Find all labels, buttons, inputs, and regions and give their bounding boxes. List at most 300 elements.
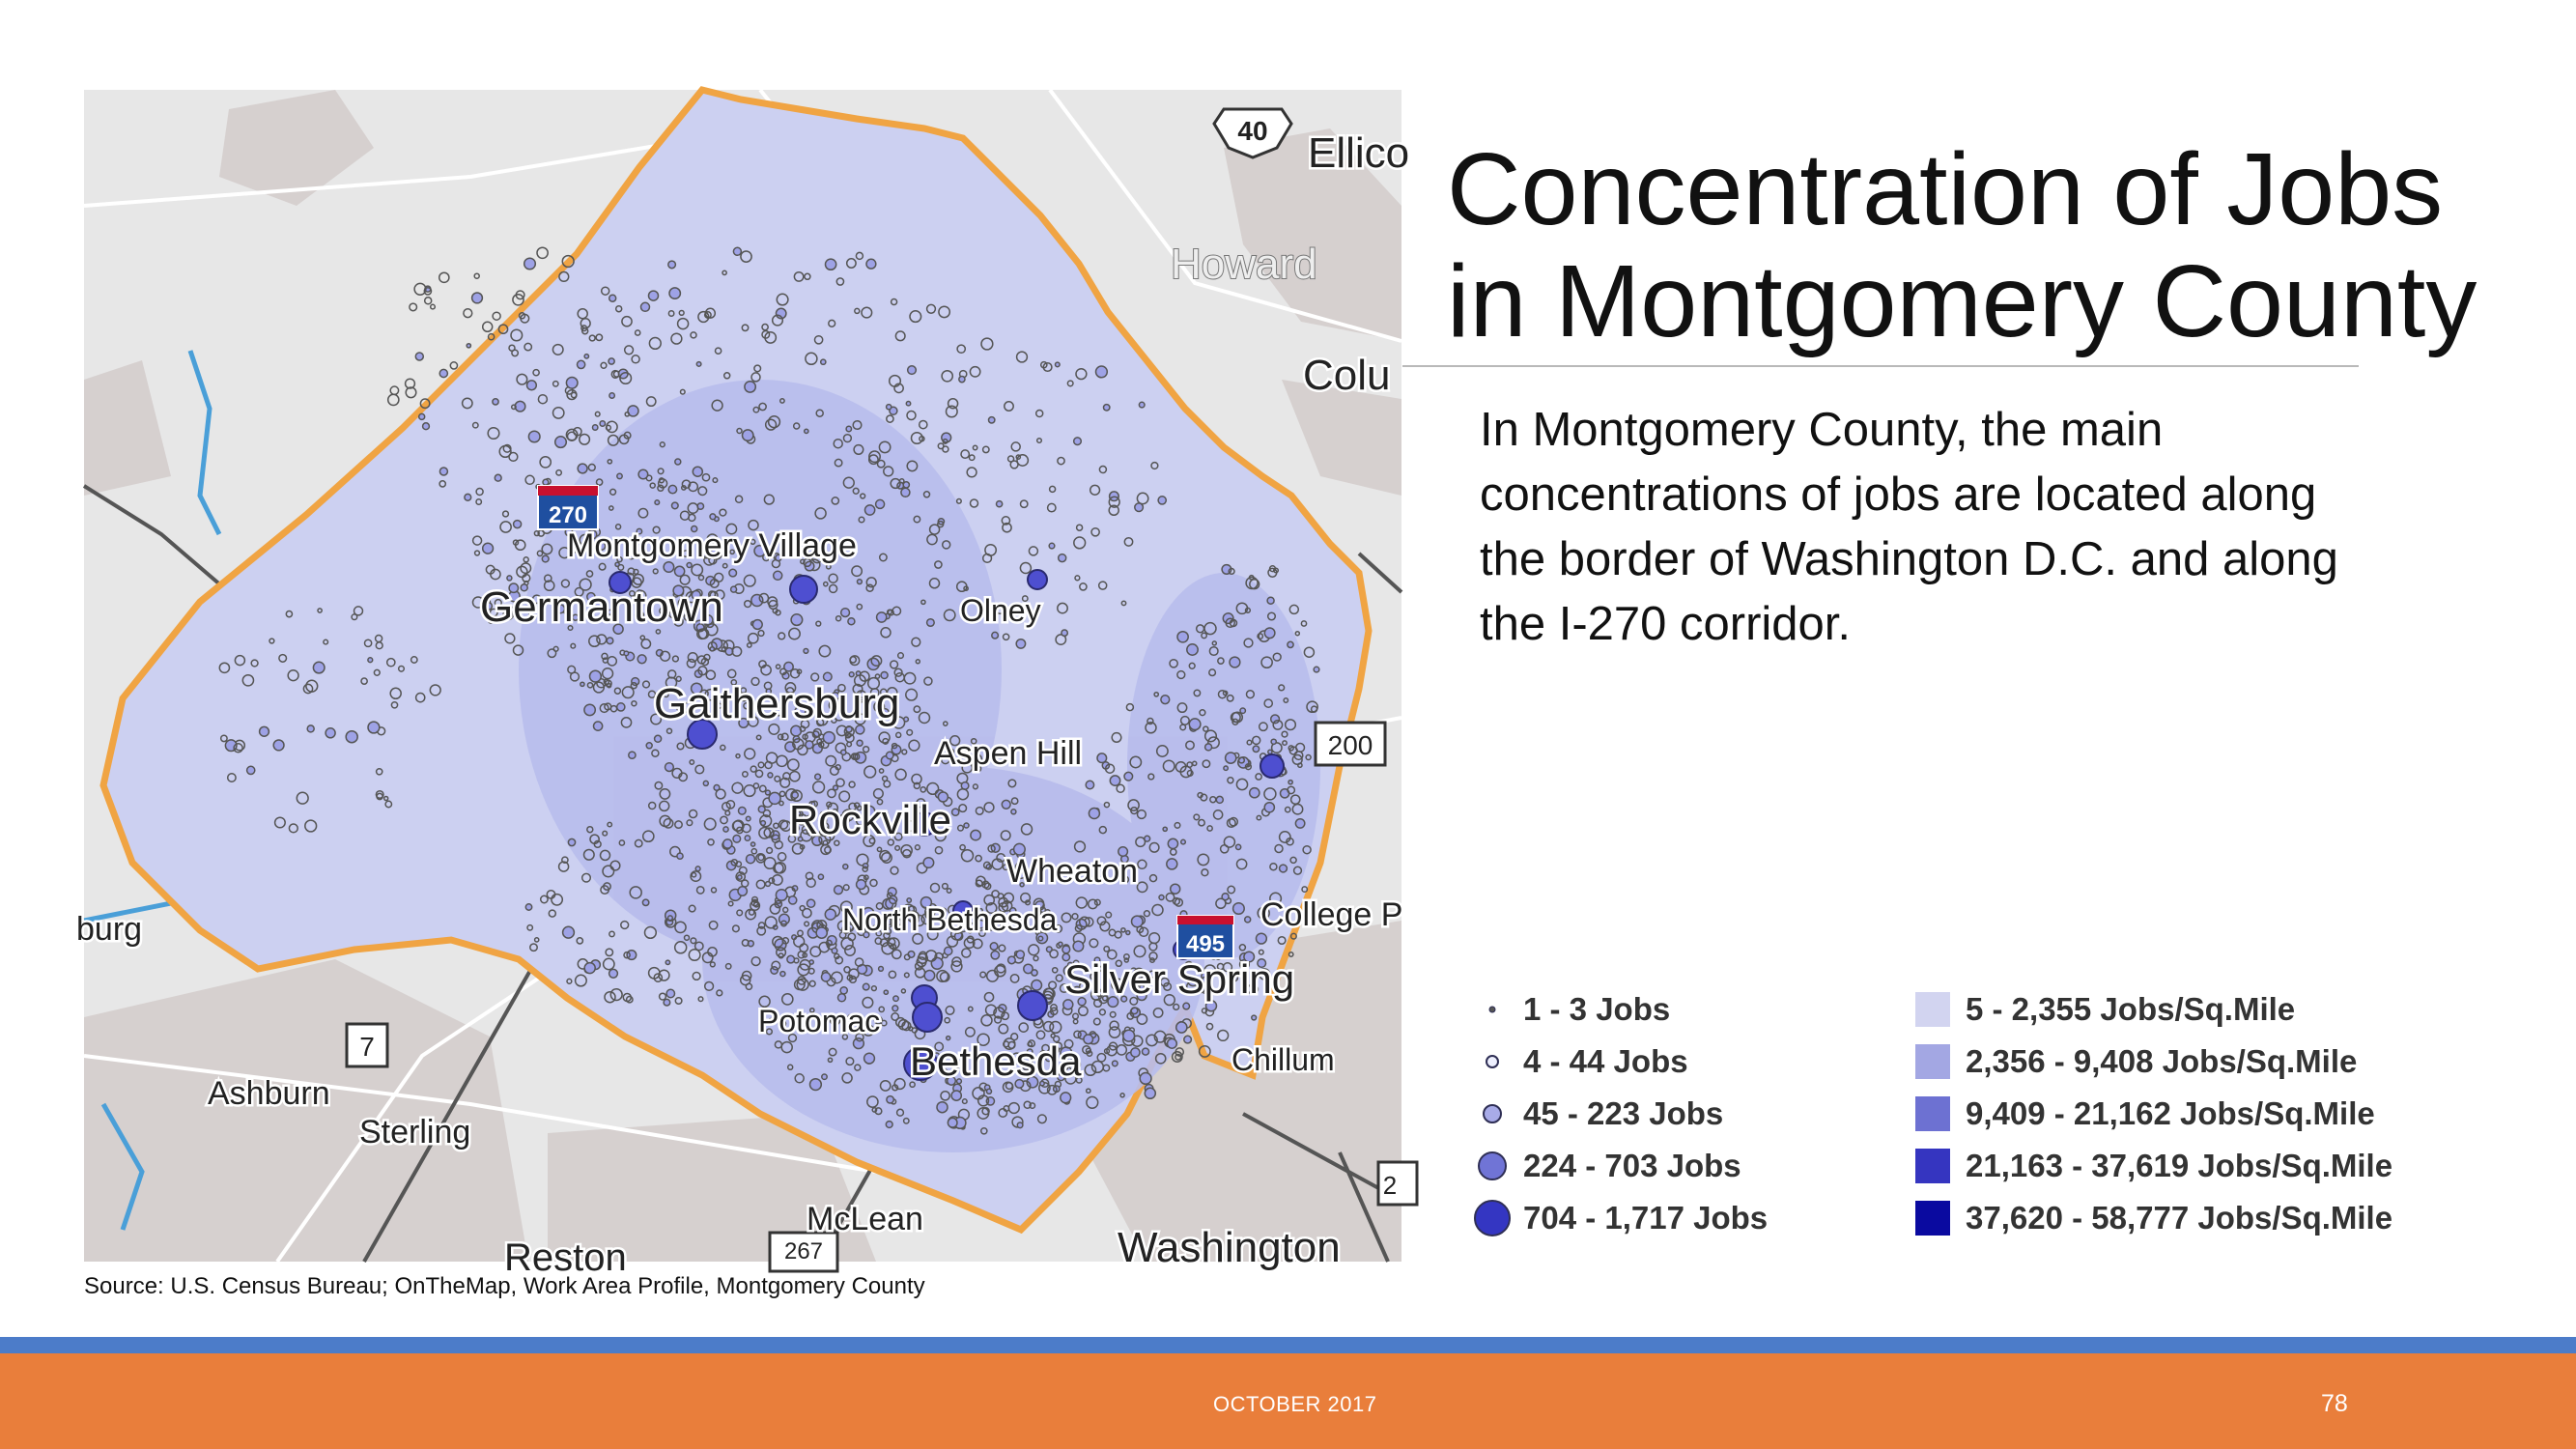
job-point (637, 655, 646, 664)
job-point (809, 960, 813, 964)
job-point (1110, 776, 1119, 785)
job-point (739, 808, 747, 815)
label-potomac: Potomac (758, 1004, 881, 1038)
job-point (677, 853, 683, 859)
job-point (578, 360, 585, 368)
job-point (668, 916, 673, 921)
job-point (578, 464, 587, 473)
label-rockville: Rockville (789, 797, 952, 842)
job-point (952, 809, 959, 815)
job-point (881, 672, 888, 679)
job-point (609, 969, 618, 978)
job-point (1016, 639, 1025, 648)
job-point (439, 468, 447, 475)
job-point (887, 1096, 893, 1103)
job-point (543, 479, 549, 485)
legend-dot-medium (1483, 1104, 1502, 1123)
legend-density-label: 37,620 - 58,777 Jobs/Sq.Mile (1966, 1200, 2393, 1236)
job-point (1268, 750, 1272, 753)
job-point (1314, 667, 1319, 672)
job-point (368, 722, 380, 733)
job-point (776, 890, 787, 901)
job-point (1124, 772, 1133, 781)
job-point (1206, 1001, 1217, 1011)
legend-density-swatch (1915, 1149, 1950, 1183)
job-point (1096, 366, 1108, 378)
job-point (668, 261, 676, 269)
job-point (990, 943, 998, 951)
job-point (655, 500, 660, 505)
label-chillum: Chillum (1231, 1042, 1335, 1077)
legend-density-swatch (1915, 1096, 1950, 1131)
job-point (1061, 1093, 1071, 1103)
job-point (745, 836, 750, 840)
label-leesburg: burg (76, 911, 143, 948)
job-point (1257, 933, 1267, 944)
job-point (991, 952, 999, 959)
job-concentration-map (76, 90, 1410, 1279)
job-point (908, 366, 917, 375)
job-point (474, 273, 479, 278)
label-ellicott: Ellico (1308, 129, 1410, 177)
job-point (738, 875, 742, 879)
job-point (1049, 543, 1055, 549)
job-point (733, 247, 741, 255)
job-point (593, 425, 598, 430)
job-point (493, 312, 500, 320)
job-point (1233, 903, 1245, 915)
page-number: 78 (2321, 1390, 2348, 1417)
job-point (555, 437, 567, 448)
job-point (810, 1079, 822, 1091)
job-point (866, 259, 876, 269)
legend-point-label: 1 - 3 Jobs (1523, 991, 1671, 1027)
job-point (959, 377, 965, 383)
legend-dot-large (1478, 1151, 1507, 1180)
job-point (1161, 696, 1170, 704)
shield-i267 (770, 1233, 837, 1271)
job-point (1177, 632, 1188, 642)
job-point (1084, 1035, 1093, 1044)
job-point (1171, 884, 1180, 894)
job-point (703, 781, 708, 785)
job-point (825, 909, 835, 920)
job-point (1140, 1073, 1151, 1085)
shield-edge (1378, 1162, 1417, 1205)
job-point (410, 303, 417, 311)
job-point (1074, 438, 1082, 445)
legend-job-points (1492, 990, 1898, 1241)
job-point (816, 927, 827, 938)
job-point (566, 378, 578, 389)
job-point (1250, 788, 1260, 798)
job-point (733, 836, 741, 843)
job-point (669, 288, 680, 298)
job-point (766, 790, 771, 795)
job-point (846, 426, 851, 431)
job-point (609, 393, 614, 398)
label-college-park: College P (1260, 896, 1403, 933)
job-point (419, 413, 425, 419)
job-point (467, 344, 470, 348)
job-point (743, 430, 753, 440)
job-point (472, 293, 483, 303)
job-point (892, 1006, 898, 1011)
job-point (1181, 839, 1186, 844)
job-point (1113, 1061, 1118, 1066)
legend-density-swatch (1915, 1201, 1950, 1236)
job-point (693, 467, 702, 476)
job-point (964, 823, 969, 828)
job-point (590, 670, 602, 682)
job-point (746, 816, 750, 821)
job-point (629, 752, 636, 758)
job-point (987, 1089, 992, 1094)
job-point (992, 632, 999, 639)
job-point (856, 671, 860, 675)
job-point (507, 576, 512, 581)
label-silver-spring: Silver Spring (1064, 956, 1295, 1002)
job-point (1062, 630, 1067, 636)
job-point (584, 355, 588, 358)
shield-i495-label: 495 (1185, 931, 1226, 957)
job-point (1253, 746, 1259, 752)
job-point (864, 1053, 875, 1064)
job-point (906, 402, 910, 406)
label-reston: Reston (504, 1236, 627, 1279)
job-point (901, 488, 910, 497)
job-point (863, 983, 869, 990)
map-canvas (76, 90, 1410, 1279)
job-point (789, 896, 797, 904)
legend-density-swatch (1915, 992, 1950, 1027)
label-sterling: Sterling (359, 1114, 471, 1151)
job-point (1073, 941, 1084, 952)
shield-i267-label: 267 (783, 1238, 824, 1264)
title-divider (1402, 365, 2359, 367)
job-point (649, 291, 659, 300)
job-point (1032, 980, 1042, 991)
job-point (887, 405, 892, 410)
slide-title-line-2: in Montgomery County (1447, 244, 2477, 358)
job-point (423, 423, 430, 430)
job-point (886, 1122, 892, 1128)
legend-point-label: 224 - 703 Jobs (1523, 1148, 1741, 1183)
job-point (1132, 916, 1144, 927)
job-point (818, 874, 823, 879)
job-point (893, 996, 898, 1001)
job-point (524, 258, 536, 270)
job-point (584, 963, 595, 974)
job-point (805, 429, 808, 433)
job-point (672, 502, 679, 509)
job-point (632, 678, 639, 686)
job-point (1264, 628, 1275, 639)
job-point (368, 658, 373, 663)
job-point (1131, 1048, 1140, 1057)
job-point (1016, 951, 1024, 958)
job-point (923, 858, 934, 868)
job-point (723, 827, 728, 832)
job-point (710, 647, 714, 651)
job-point (751, 595, 763, 607)
job-point (624, 651, 629, 656)
label-ashburn: Ashburn (208, 1075, 330, 1112)
job-point (903, 482, 909, 488)
job-point (617, 703, 625, 711)
job-point (752, 620, 762, 630)
job-point (1032, 970, 1037, 976)
job-point (668, 485, 676, 493)
job-point (751, 842, 755, 846)
job-point (1126, 931, 1130, 935)
legend-dot-tiny (1489, 1007, 1496, 1013)
job-point (1059, 554, 1066, 562)
label-germantown: Germantown (480, 583, 723, 631)
job-point (747, 855, 755, 864)
job-point (807, 899, 815, 907)
job-point (1135, 503, 1144, 512)
job-point (879, 967, 884, 972)
job-point (600, 421, 605, 426)
label-olney: Olney (960, 593, 1041, 628)
job-point (1240, 708, 1245, 713)
job-point (1002, 800, 1010, 809)
job-point (858, 580, 863, 584)
job-point (1205, 744, 1212, 751)
label-washington: Washington (1118, 1224, 1341, 1271)
shield-i270 (538, 486, 598, 529)
shield-edge-label: 2 (1382, 1171, 1398, 1200)
job-point (514, 521, 522, 528)
job-point (525, 904, 531, 910)
label-columbia: Colu (1303, 352, 1391, 399)
job-point (1011, 810, 1016, 814)
job-point (675, 459, 681, 465)
slide-title-line-1: Concentration of Jobs (1447, 132, 2444, 246)
job-point (1168, 1038, 1177, 1048)
job-point (951, 1091, 961, 1100)
job-point (1008, 956, 1016, 964)
job-point (1139, 402, 1145, 408)
job-point (273, 740, 284, 751)
legend-job-density (1915, 990, 2553, 1241)
job-point (821, 359, 826, 364)
job-point (664, 999, 670, 1006)
job-point (876, 499, 885, 508)
job-point (527, 381, 537, 390)
label-bethesda: Bethesda (910, 1038, 1082, 1084)
job-point (1230, 657, 1240, 668)
job-point (1271, 739, 1276, 744)
job-point (1056, 362, 1061, 367)
job-point (439, 272, 449, 282)
job-point (1295, 819, 1304, 828)
job-point (997, 501, 1003, 507)
job-point (495, 474, 501, 481)
job-point (641, 302, 650, 311)
label-mclean: McLean (807, 1201, 923, 1237)
job-point (1176, 1022, 1187, 1033)
legend-dot-xlarge (1474, 1200, 1511, 1236)
job-point (513, 295, 524, 305)
label-wheaton: Wheaton (1006, 853, 1139, 890)
legend-point-label: 45 - 223 Jobs (1523, 1095, 1724, 1131)
job-point (1062, 946, 1070, 953)
job-point (822, 1074, 827, 1079)
job-point (989, 417, 995, 423)
job-point (791, 614, 803, 626)
job-point (617, 473, 622, 478)
job-point (493, 399, 498, 405)
job-point (838, 994, 846, 1002)
job-point (580, 682, 584, 686)
job-point (774, 571, 782, 580)
job-point (731, 586, 737, 592)
footer-accent-strip (0, 1337, 2576, 1353)
shield-va7-label: 7 (359, 1032, 375, 1062)
legend-point-label: 704 - 1,717 Jobs (1523, 1200, 1769, 1236)
job-point (1236, 844, 1241, 849)
job-point (665, 960, 669, 964)
job-point (1145, 836, 1150, 841)
legend-point-label: 4 - 44 Jobs (1523, 1043, 1688, 1079)
job-point (646, 743, 652, 749)
job-point (1187, 644, 1198, 655)
job-point (1097, 753, 1107, 763)
job-point (1224, 766, 1228, 770)
job-point (665, 763, 674, 772)
job-point (1145, 1088, 1155, 1098)
job-point (260, 726, 269, 736)
shield-i495 (1177, 916, 1233, 958)
job-point (1123, 1030, 1135, 1041)
shield-us40-label: 40 (1237, 116, 1268, 146)
job-point (729, 569, 737, 577)
job-point (528, 431, 540, 442)
job-point (326, 728, 335, 738)
label-gaithersburg: Gaithersburg (654, 680, 900, 727)
footer-date: OCTOBER 2017 (1213, 1392, 1377, 1416)
job-point (832, 948, 837, 953)
job-point (840, 987, 847, 994)
job-point (1159, 895, 1164, 900)
job-point (948, 1118, 957, 1127)
job-point (1183, 1003, 1190, 1009)
job-point (584, 704, 595, 715)
job-point (1288, 781, 1292, 784)
job-point (1280, 865, 1288, 872)
job-point (465, 494, 471, 500)
job-point (804, 649, 808, 654)
job-point (904, 717, 909, 722)
job-point (313, 662, 325, 673)
legend-density-label: 21,163 - 37,619 Jobs/Sq.Mile (1966, 1148, 2393, 1183)
job-point (1104, 405, 1110, 411)
job-point (609, 295, 616, 301)
job-point (945, 947, 952, 954)
job-point (758, 806, 765, 812)
job-point (1267, 597, 1274, 604)
slide-body-text: In Montgomery County, the main concentrations of jobs are located along the border of Washington D.C. and along the I-270 corridor. (1480, 404, 2338, 650)
job-point (696, 362, 701, 367)
shield-va7 (347, 1024, 387, 1066)
job-point (1252, 1015, 1257, 1020)
legend-dot-small (1486, 1055, 1499, 1068)
job-point (666, 989, 674, 997)
job-point (738, 887, 747, 895)
job-point (843, 865, 848, 869)
job-point (464, 309, 472, 318)
label-north-bethesda: North Bethesda (842, 902, 1058, 937)
job-point (931, 957, 943, 969)
label-montgomery-village: Montgomery Village (567, 527, 857, 564)
slide-title (1447, 133, 2558, 357)
job-point (247, 766, 255, 774)
job-point (1264, 803, 1274, 812)
job-point (415, 353, 423, 360)
legend-density-label: 5 - 2,355 Jobs/Sq.Mile (1966, 991, 2296, 1027)
job-point (483, 543, 494, 554)
shield-us200-label: 200 (1327, 730, 1373, 760)
job-point (1089, 809, 1099, 819)
job-point (390, 386, 398, 394)
legend-density-swatch (1915, 1044, 1950, 1079)
job-point (1158, 497, 1166, 504)
job-point (849, 672, 854, 677)
job-point (607, 638, 613, 644)
job-point (822, 973, 831, 981)
job-point (1288, 641, 1293, 647)
job-point (927, 619, 935, 627)
job-point (768, 773, 773, 778)
shield-i270-label: 270 (548, 502, 588, 528)
source-note: Source: U.S. Census Bureau; OnTheMap, Work Area Profile, Montgomery County (84, 1273, 925, 1299)
job-point (675, 566, 685, 576)
job-point (1017, 1122, 1023, 1128)
job-point (857, 740, 863, 746)
job-point (865, 505, 875, 515)
job-point (450, 362, 457, 369)
job-point (823, 732, 835, 744)
job-point (1059, 942, 1062, 946)
job-point (609, 358, 614, 364)
job-point (1163, 827, 1167, 831)
job-point (642, 899, 648, 905)
job-point (1222, 894, 1229, 900)
label-aspen-hill: Aspen Hill (934, 735, 1083, 772)
job-point (710, 514, 716, 520)
job-point (439, 369, 447, 377)
job-point (815, 774, 821, 780)
job-point (346, 731, 357, 743)
job-point (431, 304, 436, 309)
job-point (483, 322, 493, 331)
job-point (1245, 917, 1251, 923)
job-point (1168, 838, 1177, 848)
job-point (1189, 719, 1201, 730)
job-point (848, 618, 855, 625)
job-point (1226, 753, 1236, 763)
job-point (887, 752, 893, 758)
job-point (1216, 796, 1223, 803)
job-point (655, 735, 662, 742)
job-point (1143, 1048, 1149, 1055)
job-point (563, 926, 575, 938)
job-point (594, 722, 603, 730)
job-point (425, 298, 432, 304)
job-point (877, 612, 887, 622)
